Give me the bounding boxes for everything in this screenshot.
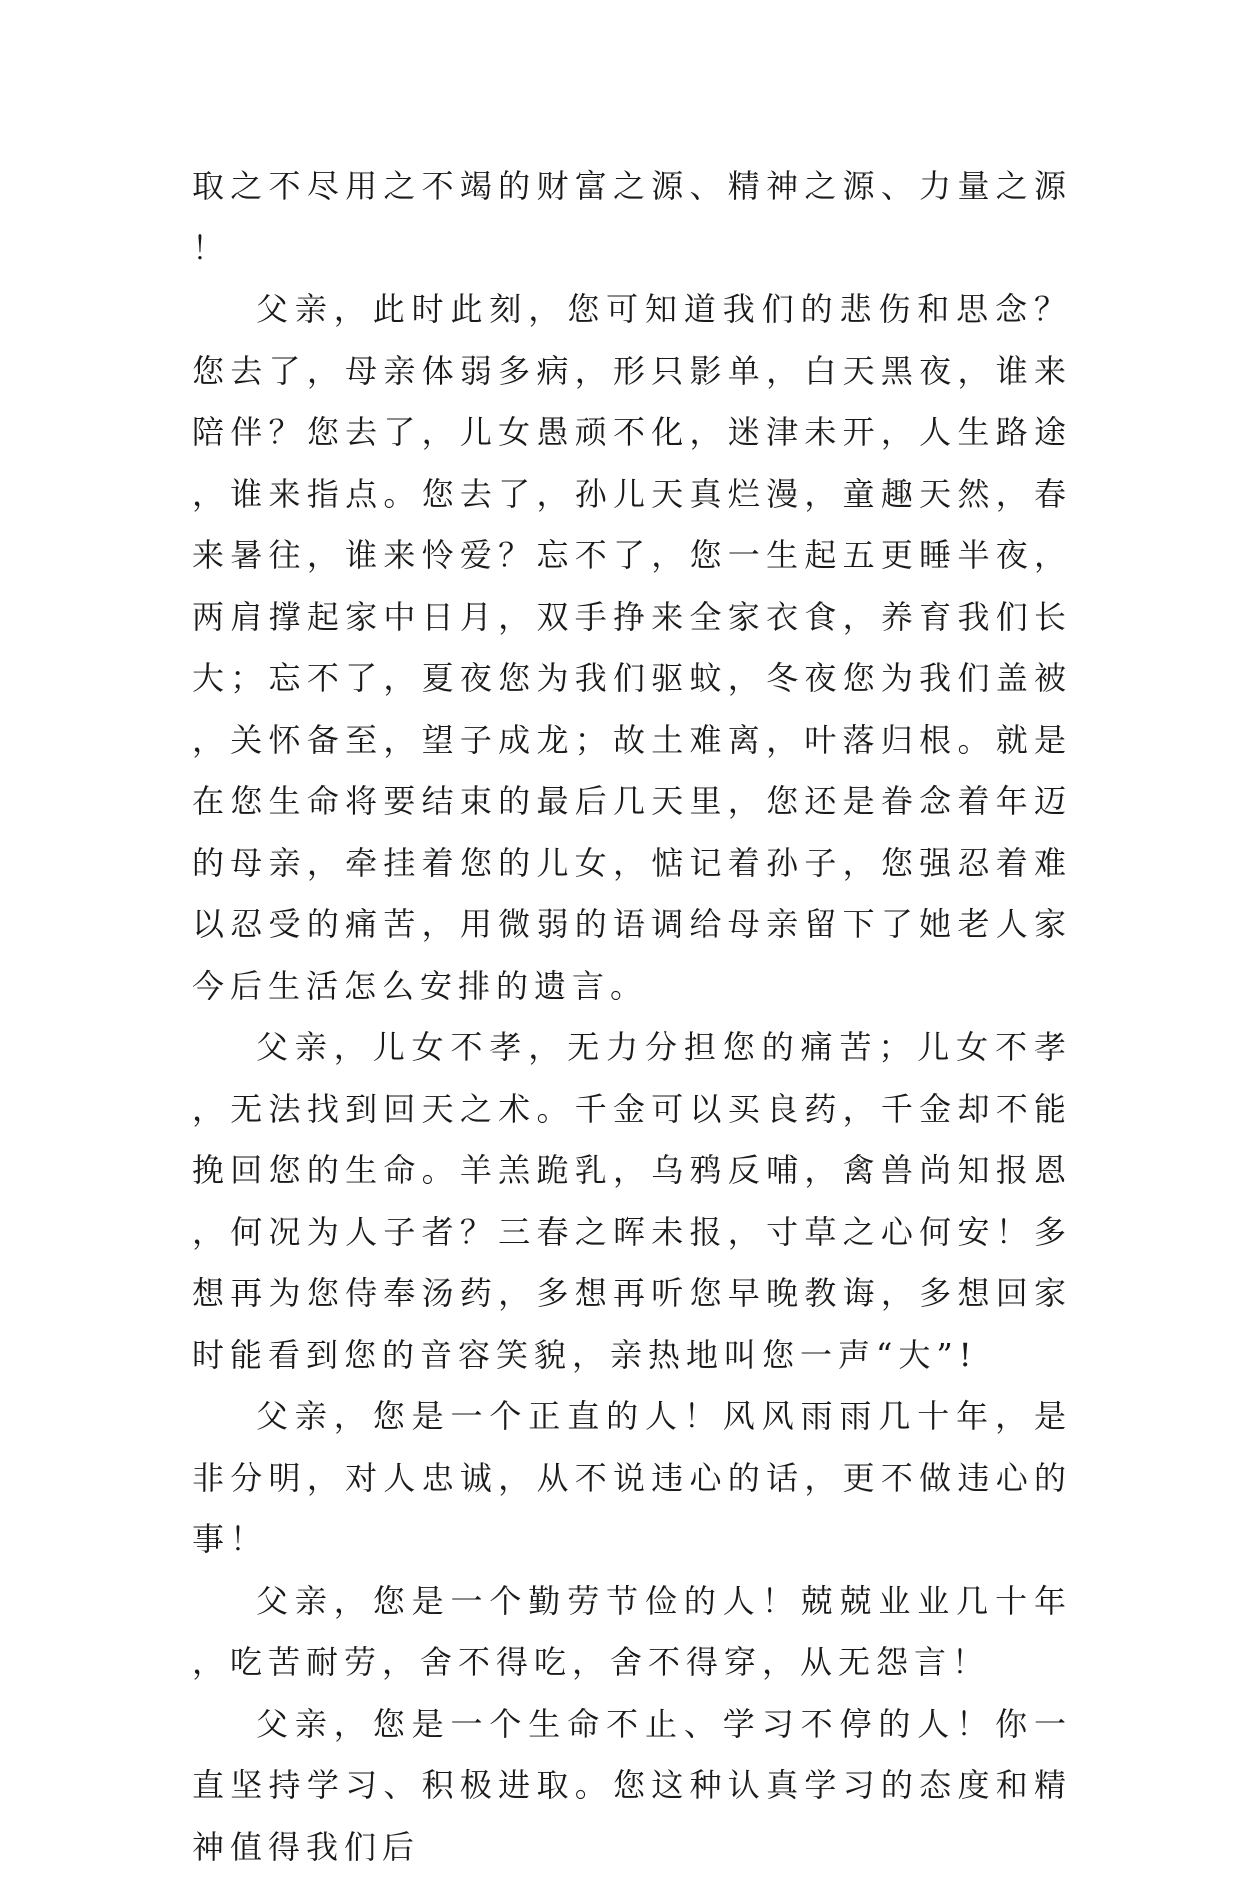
document-body (192, 156, 1072, 1878)
paragraph-6: 父亲，您是一个生命不止、学习不停的人！你一直坚持学习、积极进取。您这种认真学习的态度和精神值得我们后 (192, 1694, 1072, 1878)
paragraph-4: 父亲，您是一个正直的人！风风雨雨几十年，是非分明，对人忠诚，从不说违心的话，更不做违心的事！ (192, 1386, 1072, 1571)
paragraph-1: 取之不尽用之不竭的财富之源、精神之源、力量之源！ (192, 156, 1072, 279)
paragraph-3: 父亲，儿女不孝，无力分担您的痛苦；儿女不孝，无法找到回天之术。千金可以买良药，千金却不能挽回您的生命。羊羔跪乳，乌鸦反哺，禽兽尚知报恩，何况为人子者？三春之晖未报，寸草之心何安！多想再为您侍奉汤药，多想再听您早晚教诲，多想回家时能看到您的音容笑貌，亲热地叫您一声“大”! (192, 1017, 1072, 1386)
paragraph-5: 父亲，您是一个勤劳节俭的人！兢兢业业几十年，吃苦耐劳，舍不得吃，舍不得穿，从无怨言！ (192, 1571, 1072, 1694)
paragraph-2: 父亲，此时此刻，您可知道我们的悲伤和思念？您去了，母亲体弱多病，形只影单，白天黑夜，谁来陪伴？您去了，儿女愚顽不化，迷津未开，人生路途，谁来指点。您去了，孙儿天真烂漫，童趣天然，春来暑往，谁来怜爱？忘不了，您一生起五更睡半夜，两肩撑起家中日月，双手挣来全家衣食，养育我们长大；忘不了，夏夜您为我们驱蚊，冬夜您为我们盖被，关怀备至，望子成龙；故土难离，叶落归根。就是在您生命将要结束的最后几天里，您还是眷念着年迈的母亲，牵挂着您的儿女，惦记着孙子，您强忍着难以忍受的痛苦，用微弱的语调给母亲留下了她老人家今后生活怎么安排的遗言。 (192, 279, 1072, 1017)
